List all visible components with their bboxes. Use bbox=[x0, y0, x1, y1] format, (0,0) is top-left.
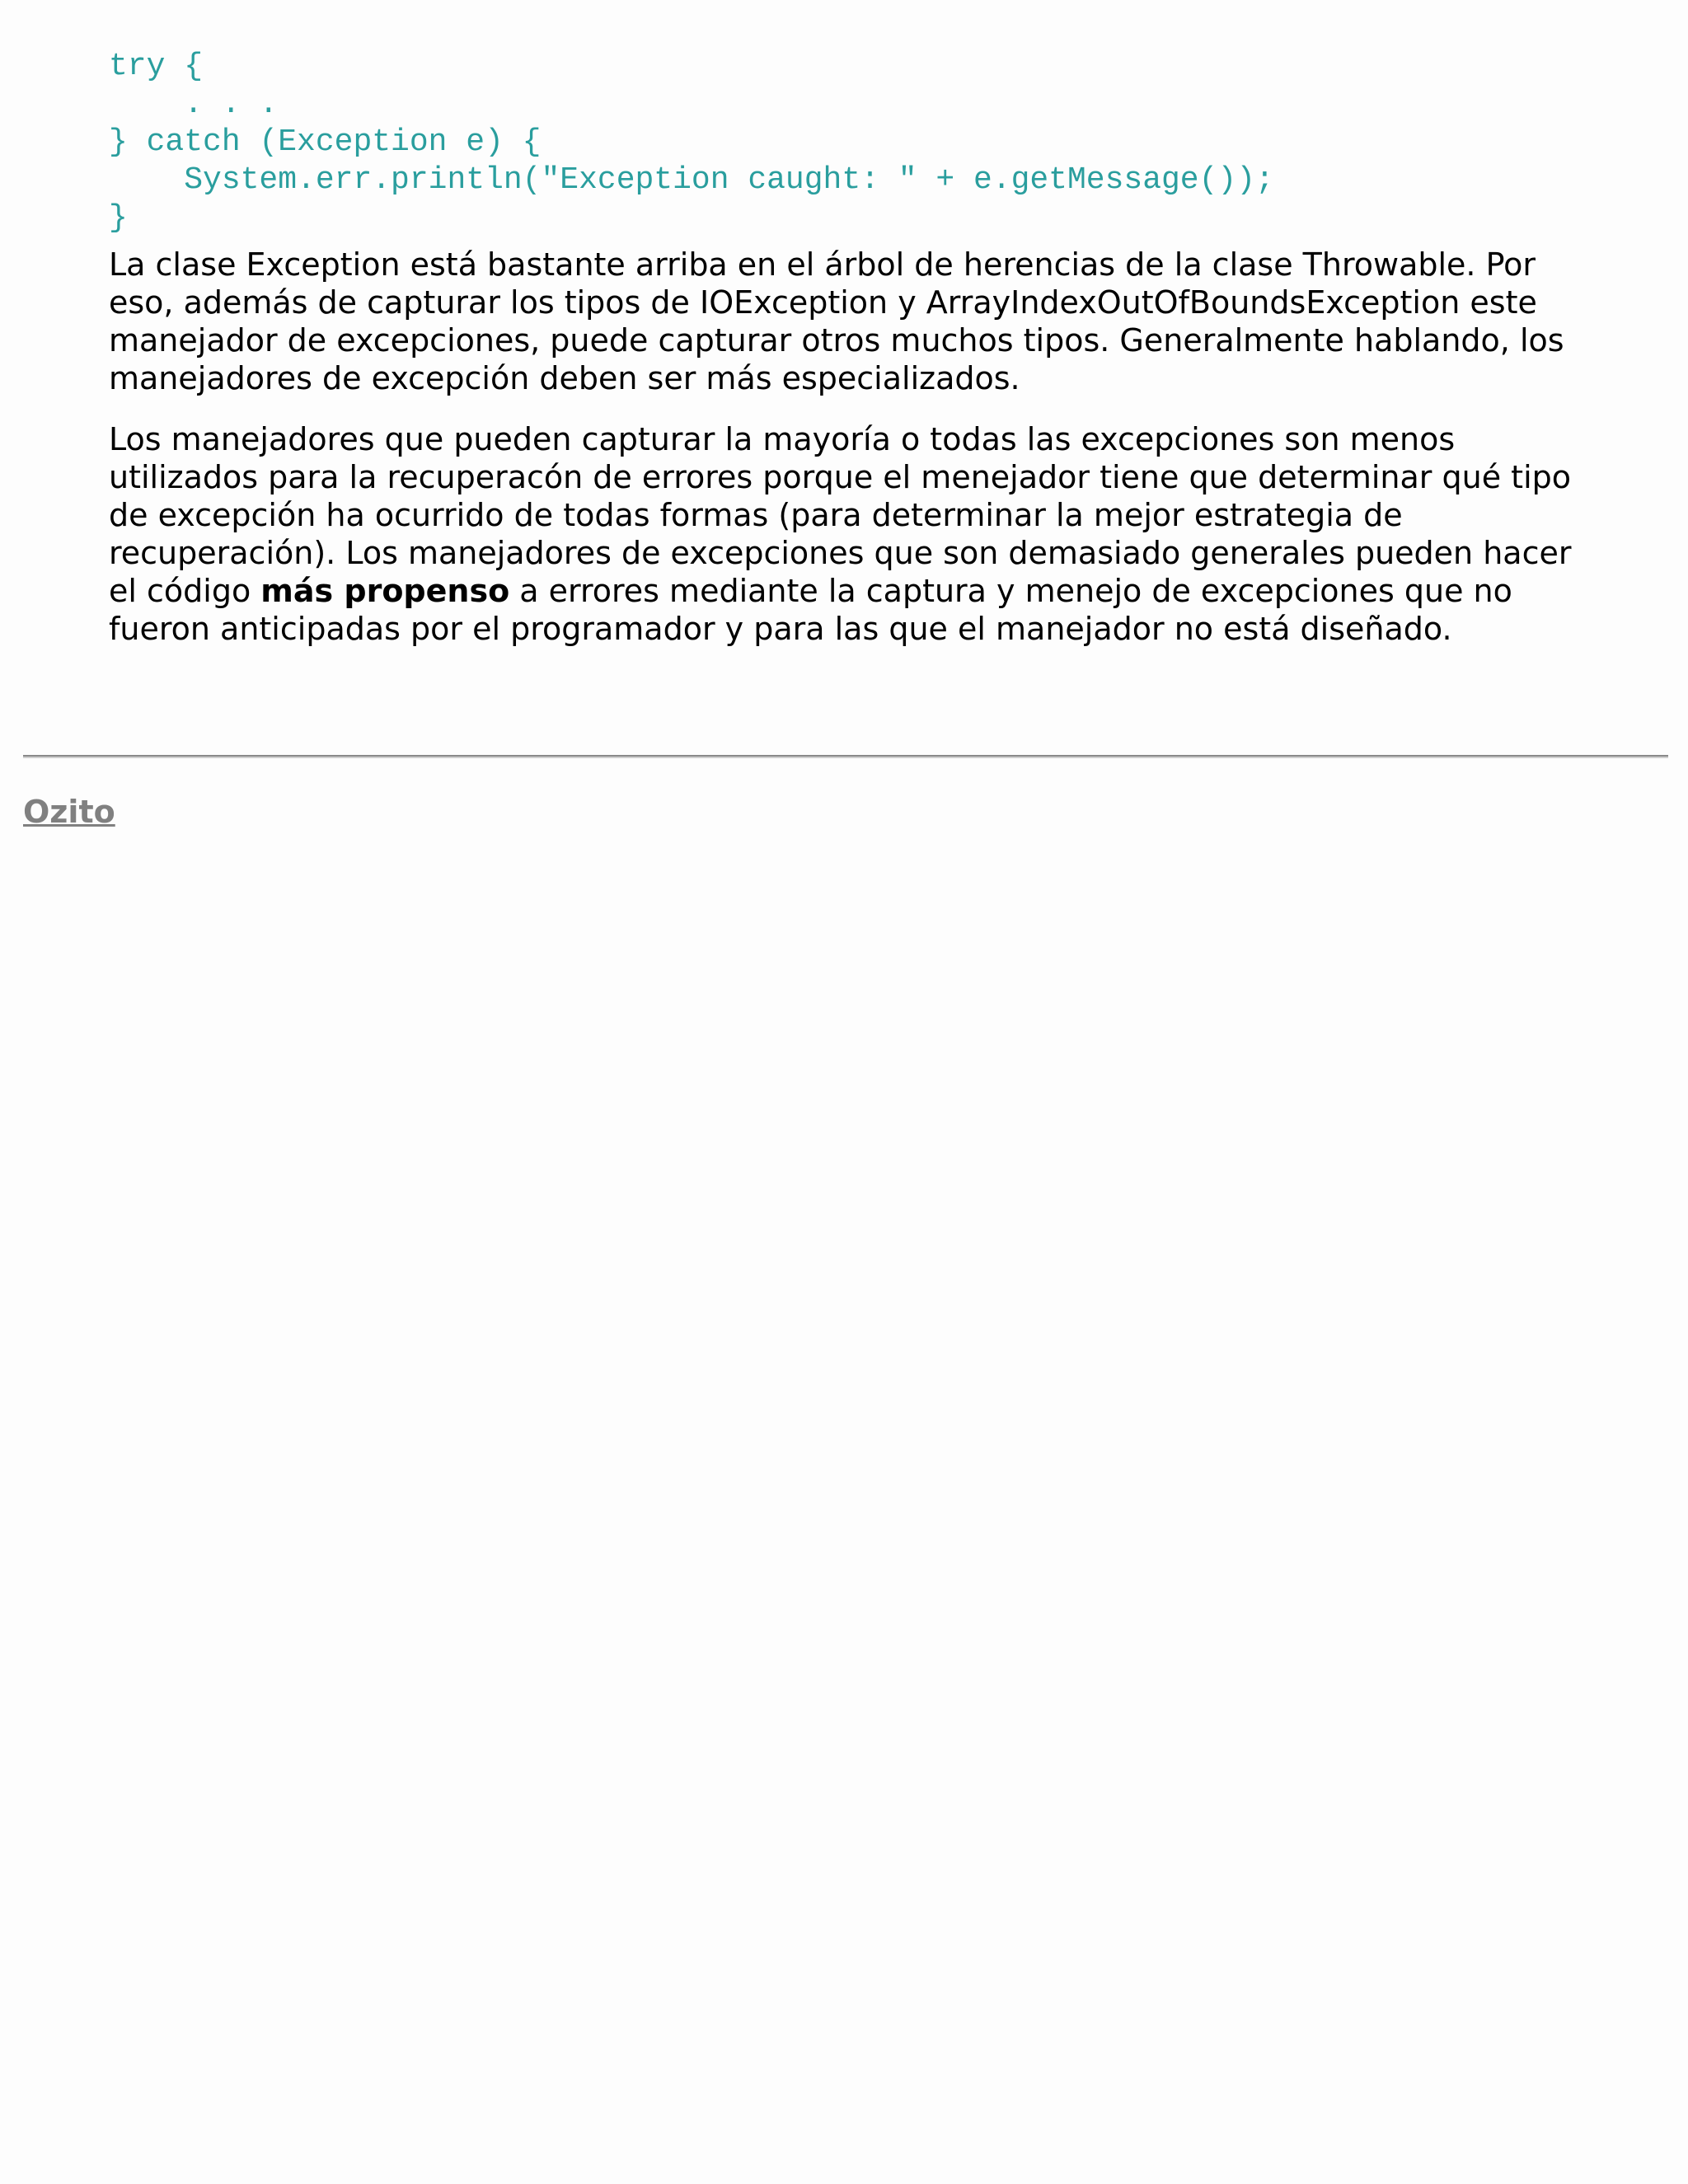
code-line: try { bbox=[109, 49, 204, 84]
paragraph-text-start: Los manejadores que pueden capturar la mayoría o todas las excepciones son menos utilizados para la recuperacón de errores porque el menejador tiene que determinar qué tipo de excepción ha ocurrido de todas formas (para determinar la mejor estrategia de recuperación). Los manejadores de excepciones que son demasiado generales pueden hacer el código bbox=[109, 421, 1572, 609]
emphasis-text: más propenso bbox=[260, 573, 510, 609]
paragraph-text-end: a errores mediante la captura y menejo de excepciones que no fueron anticipadas por el programador y para las que el manejador no está diseñado. bbox=[109, 573, 1512, 647]
main-content bbox=[109, 48, 1592, 648]
paragraph-general-handlers bbox=[109, 420, 1592, 648]
code-line: } bbox=[109, 200, 128, 236]
code-line: } catch (Exception e) { bbox=[109, 124, 542, 160]
code-block bbox=[109, 48, 1592, 237]
ozito-link[interactable]: Ozito bbox=[23, 794, 115, 830]
horizontal-divider bbox=[23, 755, 1668, 758]
paragraph-exception-class: La clase Exception está bastante arriba en el árbol de herencias de la clase Throwable. Por eso, además de capturar los tipos de IOException y ArrayIndexOutOfBoundsException este manejador de excepciones, puede capturar otros muchos tipos. Generalmente hablando, los manejadores de excepción deben ser más especializados. bbox=[109, 246, 1564, 396]
code-line: System.err.println("Exception caught: " + e.getMessage()); bbox=[109, 162, 1274, 198]
code-line: . . . bbox=[109, 87, 279, 122]
